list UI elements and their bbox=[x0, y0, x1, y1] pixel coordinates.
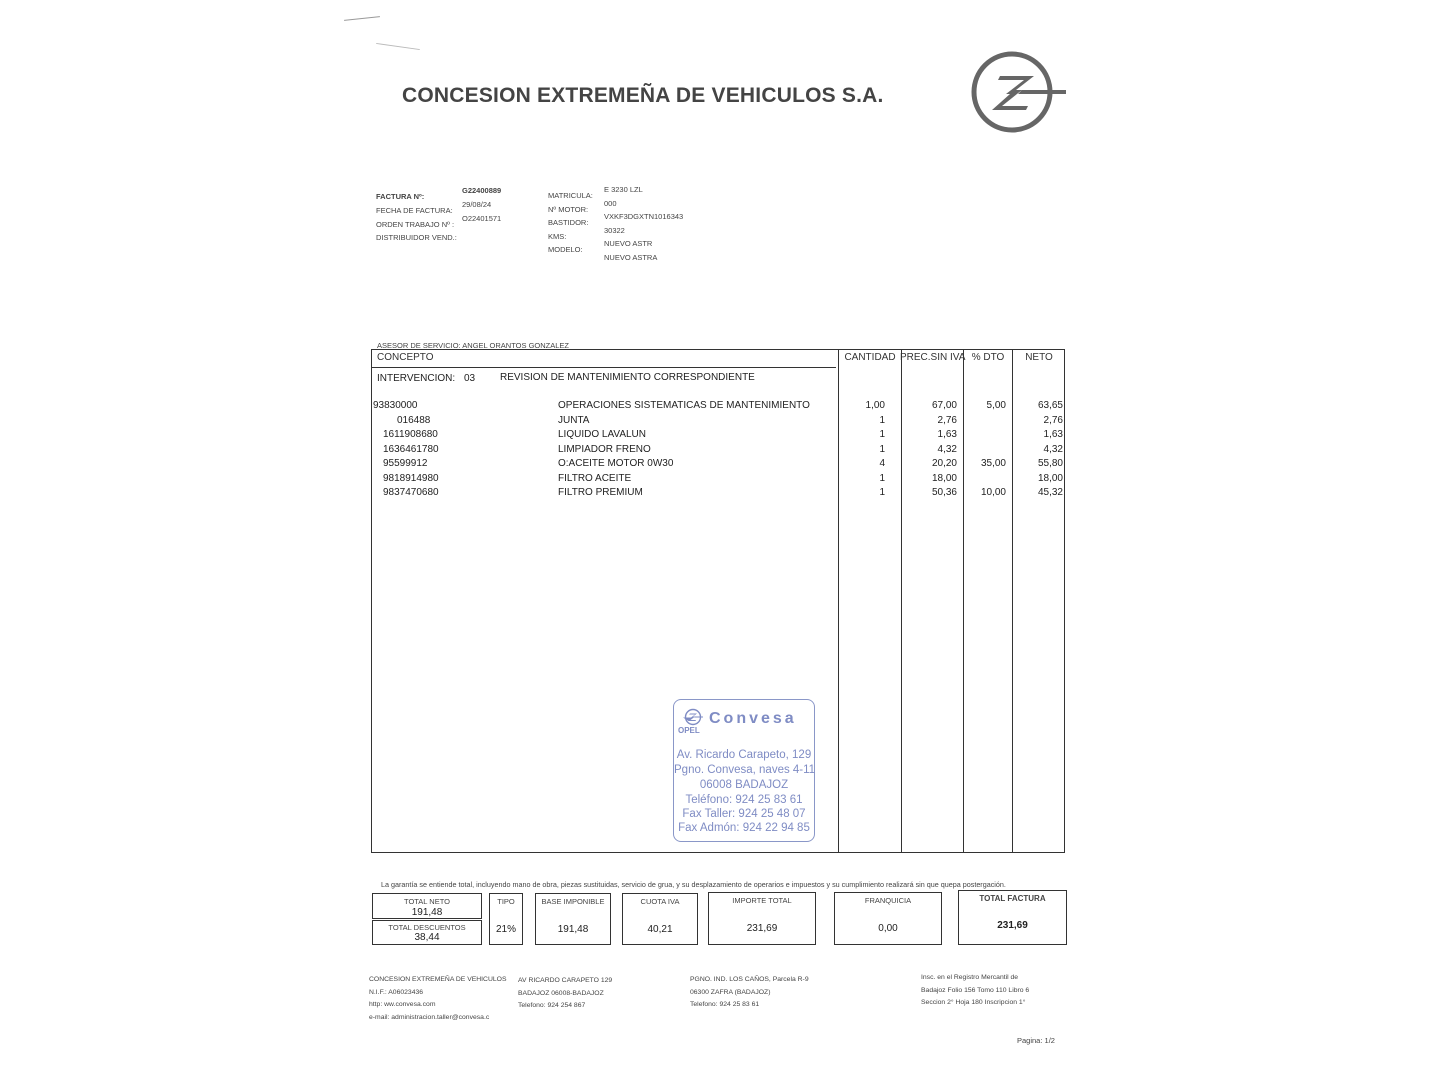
tax-base-label: BASE IMPONIBLE bbox=[541, 897, 605, 906]
item-discount: 35,00 bbox=[980, 458, 1006, 469]
intervention-label: INTERVENCION: bbox=[377, 373, 456, 384]
tax-type-box bbox=[489, 893, 523, 945]
total-amount-value: 231,69 bbox=[746, 923, 778, 934]
footer-line: Seccion 2° Hoja 180 Inscripcion 1° bbox=[921, 999, 1026, 1006]
model-full: NUEVO ASTRA bbox=[604, 252, 658, 262]
kms-label: KMS: bbox=[548, 231, 567, 241]
item-unit-price: 2,76 bbox=[937, 415, 957, 426]
total-net-label: TOTAL NETO bbox=[404, 897, 450, 906]
work-order: O22401571 bbox=[462, 213, 502, 223]
item-net: 4,32 bbox=[1043, 444, 1063, 455]
chassis-label: BASTIDOR: bbox=[548, 218, 589, 227]
item-net: 55,80 bbox=[1037, 458, 1063, 469]
warranty-text: La garantía se entiende total, incluyendo mano de obra, piezas sustituidas, servicio de grua, y su desplazamiento de operarios e impuestos y su cumplimiento realizará sin que quepa postergación. bbox=[381, 880, 1006, 889]
item-reference: 9818914980 bbox=[383, 473, 439, 484]
stamp-line: Teléfono: 924 25 83 61 bbox=[685, 794, 803, 806]
service-advisor: ASESOR DE SERVICIO: ANGEL ORANTOS GONZALEZ bbox=[377, 341, 569, 350]
item-quantity: 1,00 bbox=[865, 400, 885, 411]
item-unit-price: 18,00 bbox=[931, 473, 957, 484]
company-stamp bbox=[673, 699, 815, 842]
tax-type-label: TIPO bbox=[497, 897, 515, 906]
company-name: CONCESION EXTREMEÑA DE VEHICULOS S.A. bbox=[402, 84, 884, 107]
deductible-label: FRANQUICIA bbox=[864, 896, 912, 905]
total-amount-box bbox=[708, 892, 816, 945]
item-quantity: 1 bbox=[879, 444, 885, 455]
header-concepto: CONCEPTO bbox=[377, 352, 434, 363]
deductible-value: 0,00 bbox=[878, 923, 898, 934]
footer-company bbox=[369, 974, 506, 1024]
item-unit-price: 4,32 bbox=[937, 444, 957, 455]
column-divider bbox=[963, 350, 964, 852]
scan-mark bbox=[344, 16, 380, 21]
engine-label: Nº MOTOR: bbox=[548, 204, 589, 214]
footer-line: Telefono: 924 25 83 61 bbox=[690, 1001, 760, 1008]
tax-base-box bbox=[535, 893, 611, 945]
invoice-header-left bbox=[376, 186, 502, 242]
header-divider bbox=[372, 367, 836, 368]
page-number: Pagina: 1/2 bbox=[1017, 1036, 1055, 1045]
total-discounts-value: 38,44 bbox=[414, 932, 440, 943]
footer-line: http: ww.convesa.com bbox=[369, 1001, 436, 1008]
item-discount: 10,00 bbox=[980, 487, 1006, 498]
total-amount-label: IMPORTE TOTAL bbox=[732, 896, 792, 905]
plate-label: MATRICULA: bbox=[548, 191, 593, 200]
work-order-label: ORDEN TRABAJO Nº : bbox=[376, 219, 455, 229]
item-quantity: 1 bbox=[879, 415, 885, 426]
header-neto: NETO bbox=[1025, 352, 1053, 363]
item-discount: 5,00 bbox=[986, 400, 1006, 411]
model-label: MODELO: bbox=[548, 245, 583, 254]
invoice-total-value: 231,69 bbox=[997, 920, 1028, 931]
invoice-date-label: FECHA DE FACTURA: bbox=[376, 206, 453, 215]
item-net: 63,65 bbox=[1037, 400, 1063, 411]
stamp-line: Av. Ricardo Carapeto, 129 bbox=[676, 749, 812, 761]
distributor-label: DISTRIBUIDOR VEND.: bbox=[376, 233, 457, 242]
plate: E 3230 LZL bbox=[604, 185, 643, 194]
item-reference: 1636461780 bbox=[383, 444, 439, 455]
total-discounts-box bbox=[372, 920, 482, 945]
item-net: 45,32 bbox=[1037, 487, 1063, 498]
item-reference: 016488 bbox=[397, 415, 431, 426]
engine: 000 bbox=[604, 198, 617, 208]
item-reference: 95599912 bbox=[383, 458, 428, 469]
footer-address-badajoz bbox=[518, 975, 612, 1013]
invoice-header-right bbox=[548, 185, 684, 266]
item-reference: 9837470680 bbox=[383, 487, 439, 498]
invoice-total-box bbox=[958, 890, 1067, 945]
intervention-description: REVISION DE MANTENIMIENTO CORRESPONDIENTE bbox=[500, 372, 755, 383]
item-reference: 1611908680 bbox=[383, 429, 438, 440]
model: NUEVO ASTR bbox=[604, 239, 653, 248]
header-precio: PREC.SIN IVA bbox=[900, 352, 966, 363]
invoice-lines-table bbox=[371, 349, 1065, 853]
invoice-number: G22400889 bbox=[462, 186, 502, 195]
header-cantidad: CANTIDAD bbox=[844, 352, 896, 363]
deductible-box bbox=[834, 892, 942, 945]
header-dto: % DTO bbox=[971, 352, 1005, 363]
invoice-date: 29/08/24 bbox=[462, 200, 492, 209]
scan-mark bbox=[376, 43, 420, 50]
item-quantity: 1 bbox=[879, 487, 885, 498]
vat-amount-box bbox=[622, 893, 698, 945]
footer-line: AV RICARDO CARAPETO 129 bbox=[518, 977, 613, 984]
footer-line: BADAJOZ 06008-BADAJOZ bbox=[518, 989, 604, 997]
kms: 30322 bbox=[604, 225, 625, 235]
item-net: 1,63 bbox=[1043, 429, 1063, 440]
footer-line: PGNO. IND. LOS CAÑOS, Parcela R-9 bbox=[690, 976, 809, 983]
footer-line: CONCESION EXTREMEÑA DE VEHICULOS bbox=[369, 976, 507, 983]
intervention-number: 03 bbox=[464, 373, 476, 384]
footer-line: N.I.F.: A06023436 bbox=[369, 988, 424, 996]
vat-amount-value: 40,21 bbox=[647, 924, 673, 935]
invoice-number-label: FACTURA Nº: bbox=[376, 192, 425, 201]
stamp-opel: OPEL bbox=[678, 726, 700, 735]
stamp-line: 06008 BADAJOZ bbox=[699, 779, 789, 791]
item-description: O:ACEITE MOTOR 0W30 bbox=[558, 458, 674, 469]
item-unit-price: 67,00 bbox=[931, 400, 957, 411]
footer-line: 06300 ZAFRA (BADAJOZ) bbox=[690, 988, 771, 996]
stamp-line: Fax Admón: 924 22 94 85 bbox=[678, 822, 810, 834]
footer-line: e-mail: administracion.taller@convesa.c bbox=[369, 1013, 490, 1021]
opel-stamp-logo-icon bbox=[682, 708, 704, 726]
item-unit-price: 50,36 bbox=[931, 487, 957, 498]
invoice-total-label: TOTAL FACTURA bbox=[979, 894, 1046, 903]
item-description: FILTRO ACEITE bbox=[558, 473, 632, 484]
total-discounts-label: TOTAL DESCUENTOS bbox=[388, 923, 466, 932]
total-net-value: 191,48 bbox=[411, 907, 443, 918]
totals-section bbox=[369, 889, 1069, 947]
item-net: 2,76 bbox=[1043, 415, 1063, 426]
footer-registry bbox=[921, 972, 1029, 1010]
chassis: VXKF3DGXTN1016343 bbox=[604, 212, 684, 221]
vat-amount-label: CUOTA IVA bbox=[640, 897, 680, 906]
item-reference: 93830000 bbox=[373, 400, 418, 411]
item-quantity: 1 bbox=[879, 473, 885, 484]
tax-type-value: 21% bbox=[495, 924, 516, 935]
footer-line: Badajoz Folio 156 Tomo 110 Libro 6 bbox=[921, 986, 1030, 994]
tax-base-value: 191,48 bbox=[557, 924, 589, 935]
item-description: LIMPIADOR FRENO bbox=[558, 444, 651, 455]
item-description: JUNTA bbox=[558, 415, 590, 426]
item-description: LIQUIDO LAVALUN bbox=[558, 429, 646, 440]
opel-logo-icon bbox=[962, 50, 1068, 134]
footer-address-zafra bbox=[690, 974, 809, 1012]
total-net-box bbox=[372, 893, 482, 919]
footer-line: Telefono: 924 254 867 bbox=[518, 1002, 586, 1009]
item-description: FILTRO PREMIUM bbox=[558, 487, 643, 498]
item-description: OPERACIONES SISTEMATICAS DE MANTENIMIENTO bbox=[558, 400, 810, 411]
footer-line: Insc. en el Registro Mercantil de bbox=[921, 974, 1019, 981]
item-net: 18,00 bbox=[1037, 473, 1063, 484]
item-quantity: 4 bbox=[879, 458, 885, 469]
stamp-line: Pgno. Convesa, naves 4-11 bbox=[674, 764, 816, 776]
item-quantity: 1 bbox=[879, 429, 885, 440]
stamp-brand: Convesa bbox=[709, 710, 797, 727]
stamp-line: Fax Taller: 924 25 48 07 bbox=[682, 808, 806, 820]
item-unit-price: 1,63 bbox=[937, 429, 957, 440]
item-unit-price: 20,20 bbox=[931, 458, 957, 469]
